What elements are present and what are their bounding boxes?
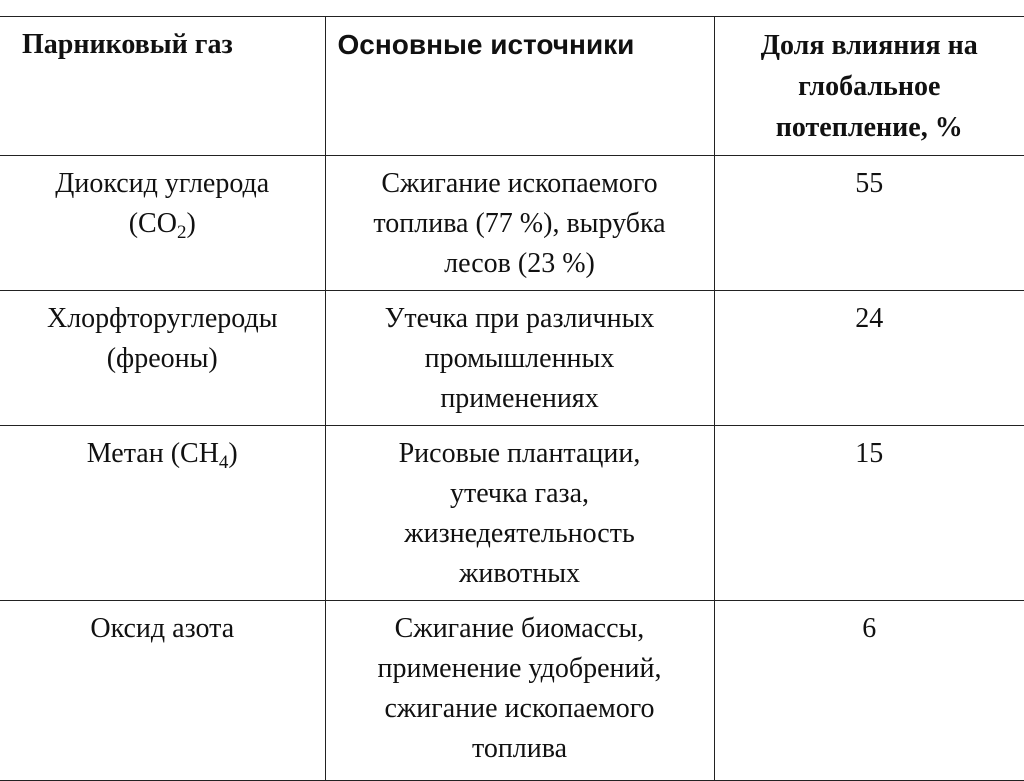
table-row [0,156,1024,291]
share-cell: 15 [714,426,1024,601]
table-row [0,601,1024,781]
table-row [0,291,1024,426]
greenhouse-gases-table [0,16,1024,781]
header-share: Доля влияния на глобальное потепление, % [714,17,1024,156]
share-cell: 55 [714,156,1024,291]
subscript: 4 [218,452,229,473]
header-sources: Основные источники [325,17,714,156]
sources-cell: Сжигание ископаемого топлива (77 %), вырубка лесов (23 %) [325,156,714,291]
header-gas: Парниковый газ [0,17,325,156]
gas-name-cell: Диоксид углерода $(CO_2)$ [0,156,325,291]
sources-cell: Утечка при различных промышленных применениях [325,291,714,426]
header-row [0,17,1024,156]
gas-name-cell: Оксид азота [0,601,325,781]
gas-name-cell: Хлорфторуглероды (фреоны) [0,291,325,426]
gas-name-cell: Метан $(CH_4)$ [0,426,325,601]
share-cell: 6 [714,601,1024,781]
sources-cell: Сжигание биомассы, применение удобрений, сжигание ископаемого топлива [325,601,714,781]
table-row [0,426,1024,601]
subscript: 2 [176,222,187,243]
share-cell: 24 [714,291,1024,426]
sources-cell: Рисовые плантации, утечка газа, жизнедеятельность животных [325,426,714,601]
